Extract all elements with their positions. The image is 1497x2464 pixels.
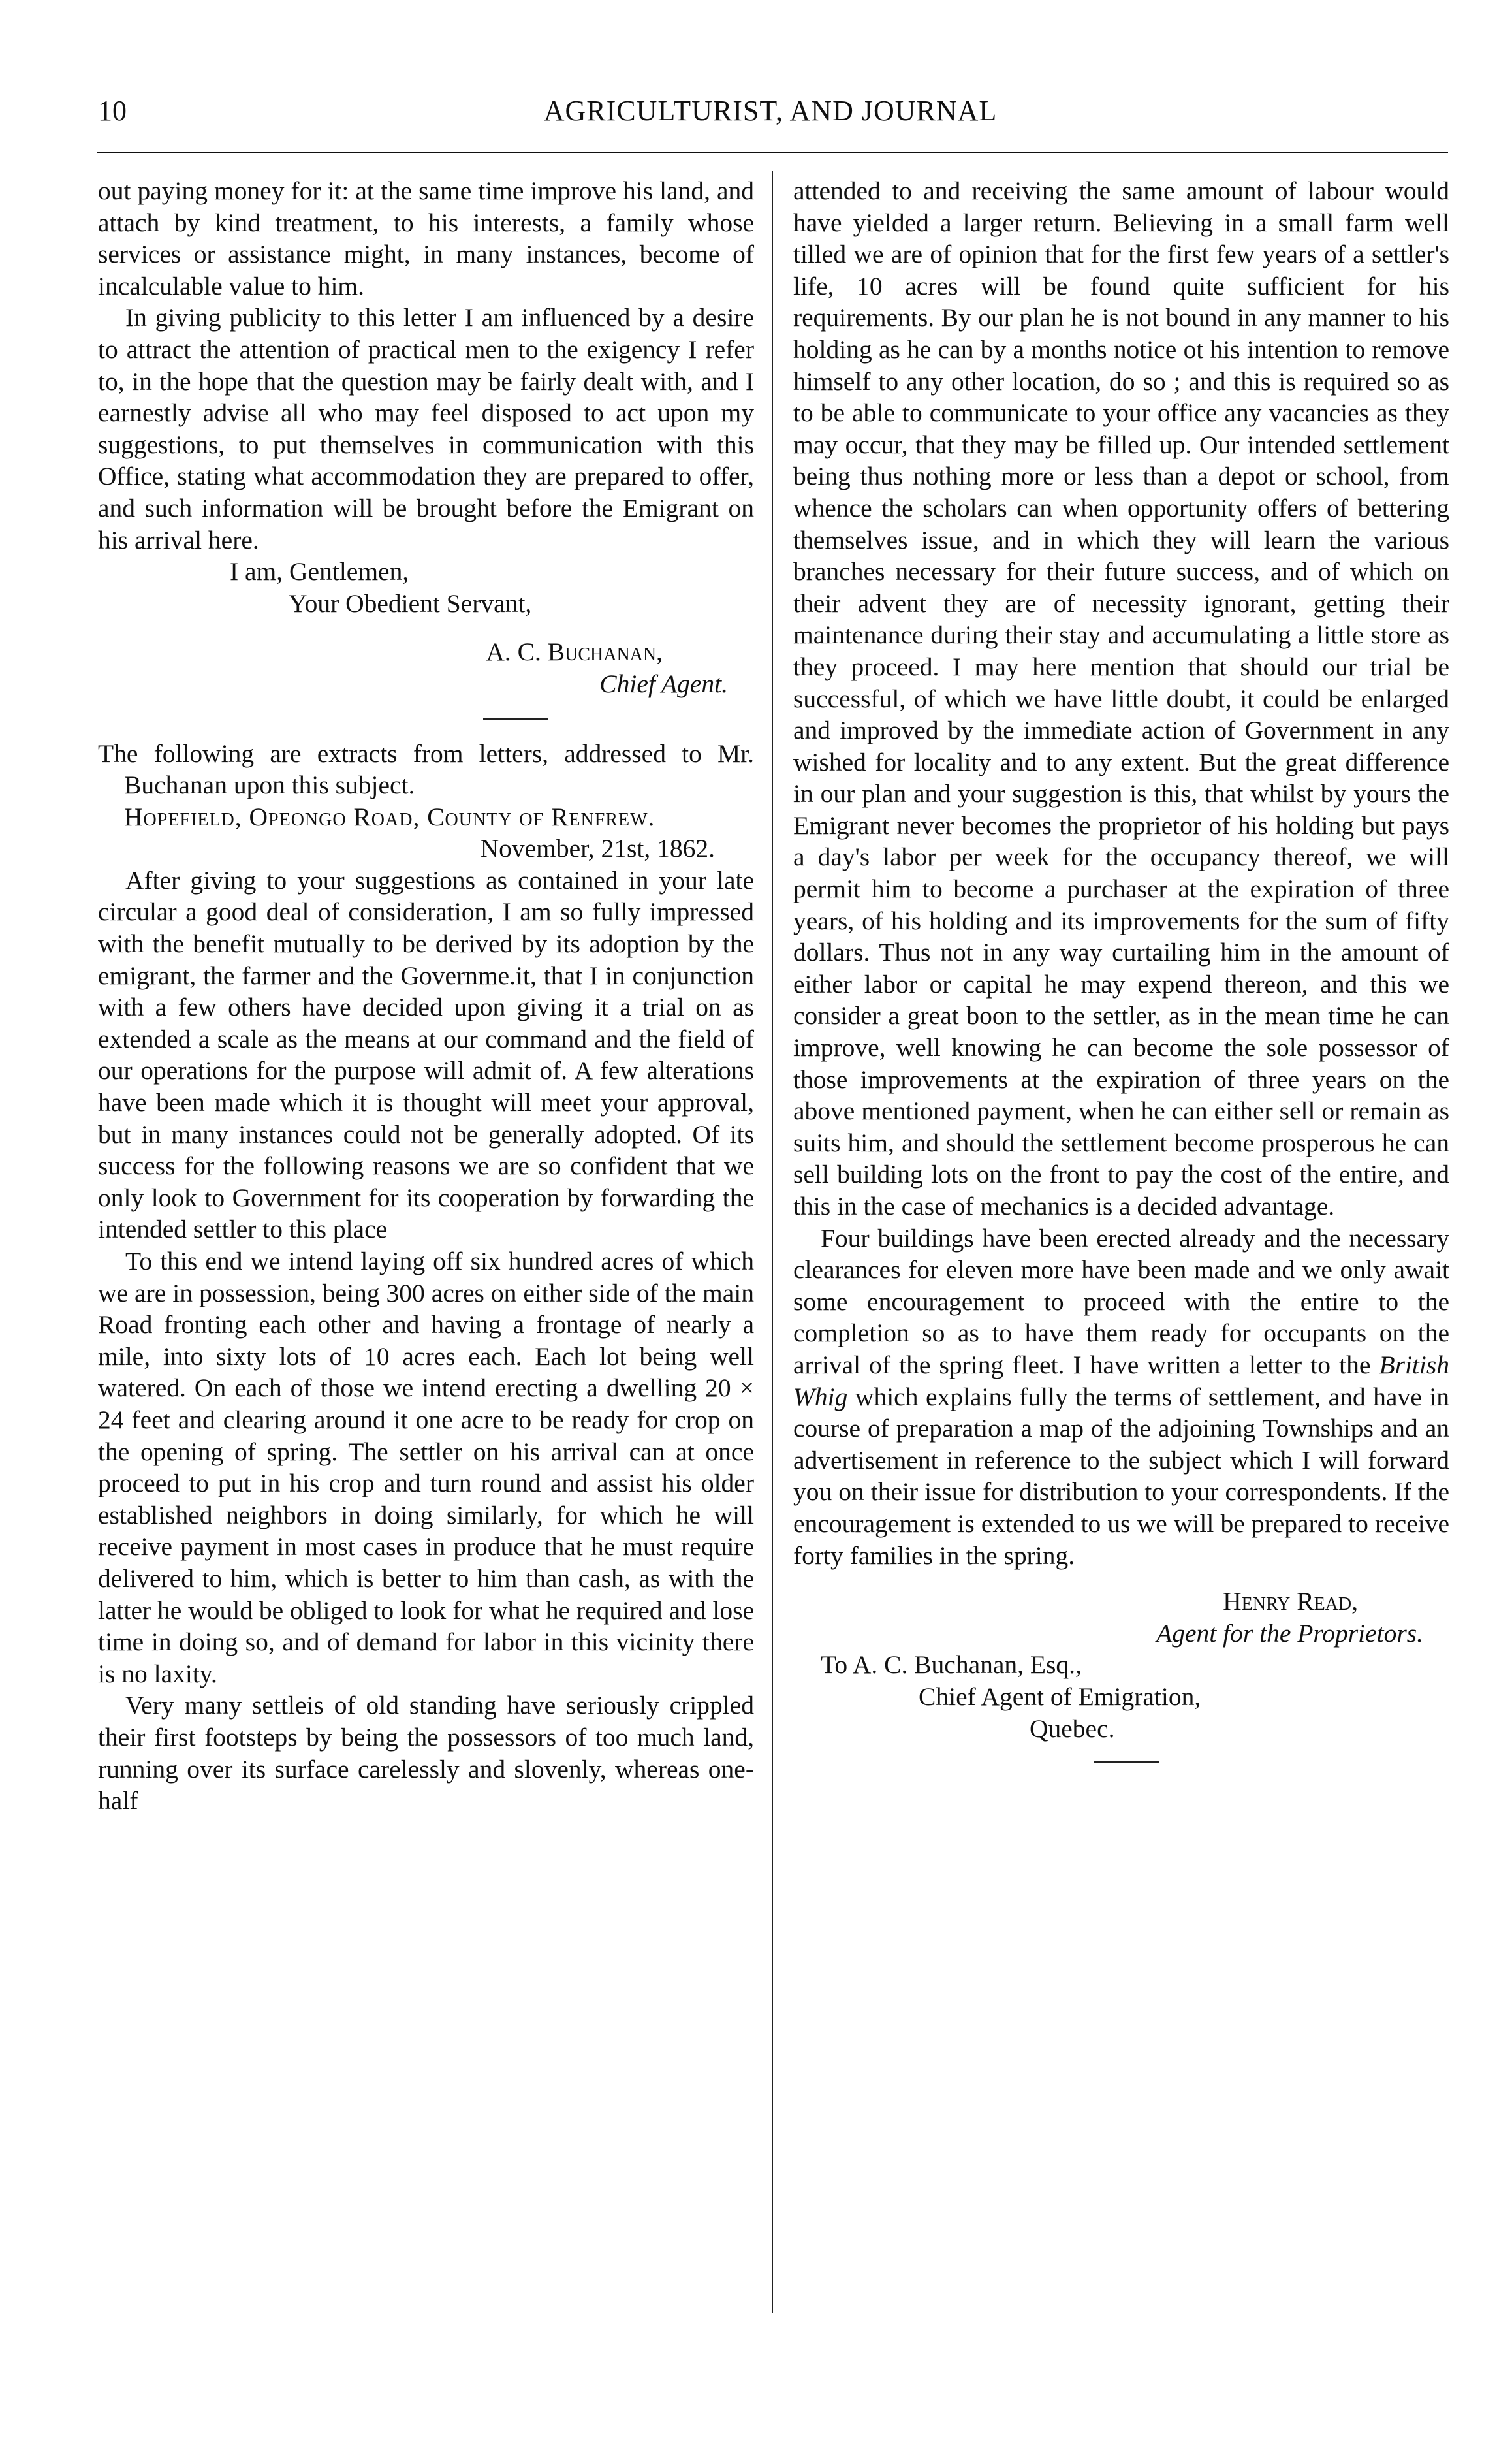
page-header bbox=[98, 91, 1443, 137]
paragraph: In giving publicity to this letter I am influenced by a desire to attract the attention of practical men to the exigency I refer to, in the hope that the question may be fairly dealt with, and I earnestly advise all who may feel disposed to act upon my suggestions, to put themselves in communication with this Office, stating what accommodation they are prepared to offer, and such information will be brought before the Emigrant on his arrival here. bbox=[98, 303, 754, 554]
header-rule bbox=[97, 152, 1448, 157]
addressee-title: Chief Agent of Emigration, bbox=[919, 1682, 1201, 1711]
letter-date: November, 21st, 1862. bbox=[480, 834, 715, 863]
column-divider bbox=[772, 171, 773, 2313]
left-column bbox=[98, 175, 754, 1817]
signature-name: Henry Read, bbox=[1223, 1587, 1358, 1616]
right-column bbox=[793, 175, 1449, 1763]
running-head: AGRICULTURIST, AND JOURNAL bbox=[543, 95, 998, 127]
letter-closing: Your Obedient Servant, bbox=[289, 588, 532, 618]
section-rule bbox=[483, 718, 548, 720]
signature-title: Agent for the Proprietors. bbox=[1156, 1618, 1423, 1648]
extracts-intro: The following are extracts from letters, addressed to Mr. Buchanan upon this subject. bbox=[98, 739, 754, 800]
paragraph: out paying money for it: at the same time improve his land, and attach by kind treatment, to his interests, a family whose services or assistance might, in many instances, become of incalculable value to him. bbox=[98, 176, 754, 300]
addressee-line: To A. C. Buchanan, Esq., bbox=[821, 1650, 1082, 1680]
paragraph: After giving to your suggestions as contained in your late circular a good deal of consideration, I am so fully impressed with the benefit mutually to be derived by its adoption by the emigrant, the farmer and the Governme.it, that I in conjunction with a few others have decided upon giving it a trial on as extended a scale as the means at our command and the field of our operations for the purpose will admit of. A few alterations have been made which it is thought will meet your approval, but in many instances could not be generally adopted. Of its success for the following reasons we are so confident that we only look to Government for its cooperation by forwarding the intended settler to this place bbox=[98, 865, 754, 1244]
signature-title: Chief Agent. bbox=[599, 669, 728, 698]
page-number: 10 bbox=[98, 95, 127, 127]
newspaper-title: British Whig bbox=[793, 1350, 1449, 1411]
paragraph-text: which explains fully the terms of settlement, and have in course of preparation a map of the adjoining Townships and an advertisement in reference to the subject which I will forward you on their issue for distribution to your correspondents. If the encouragement is extended to us we will be prepared to receive forty families in the spring. bbox=[793, 1382, 1449, 1570]
paragraph: To this end we intend laying off six hundred acres of which we are in possession, being 300 acres on either side of the main Road fronting each other and having a frontage of nearly a mile, into sixty lots of 10 acres each. Each lot being well watered. On each of those we intend erecting a dwelling 20 × 24 feet and clearing around it one acre to be ready for crop on the opening of spring. The settler on his arrival can at once proceed to put in his crop and turn round and assist his older established neighbors in doing similarly, for which he will receive payment in most cases in produce that he must require delivered to him, which is better to him than cash, as with the latter he would be obliged to look for what he required and lose time in doing so, and of demand for labor in this vicinity there is no laxity. bbox=[98, 1247, 754, 1688]
addressee-city: Quebec. bbox=[1030, 1714, 1115, 1743]
paragraph bbox=[793, 1223, 1449, 1572]
signature-name: A. C. Buchanan, bbox=[486, 637, 663, 667]
paragraph: Very many settleis of old standing have seriously crippled their first footsteps by being the possessors of too much land, running over its surface carelessly and slovenly, whereas one-half bbox=[98, 1691, 754, 1816]
paragraph-text: Four buildings have been erected already and the necessary clearances for eleven more have been made and we only await some encouragement to proceed with the entire to the completion so as to have them ready for occupants on the arrival of the spring fleet. I have written a letter to the bbox=[793, 1223, 1449, 1379]
paragraph: attended to and receiving the same amount of labour would have yielded a larger return. Believing in a small farm well tilled we are of opinion that for the first few years of a settler's life, 10 acres will be found quite sufficient for his requirements. By our plan he is not bound in any manner to his holding as he can by a months notice ot his intention to remove himself to any other location, do so ; and this is required so as to be able to communicate to your office any vacancies as they may occur, that they may be filled up. Our intended settlement being thus nothing more or less than a depot or school, from whence the scholars can when opportunity offers of bettering themselves issue, and in which they will learn the various branches necessary for their future success, and of which on their advent they are of necessity ignorant, getting their maintenance during their stay and accumulating a little store as they proceed. I may here mention that should our trial be successful, of which we have little doubt, it could be enlarged and improved by the immediate action of Government in any wished for locality and to any extent. But the great difference in our plan and your suggestion is this, that whilst by yours the Emigrant never becomes the proprietor of his holding but pays a day's labor per week for the occupancy thereof, we will permit him to become a purchaser at the expiration of three years, of his holding and its improvements for the sum of fifty dollars. Thus not in any way curtailing him in the amount of either labor or capital he may expend thereon, and this we consider a great boon to the settler, as in the mean time he can improve, well knowing he can become the sole possessor of those improvements at the expiration of three years on the above mentioned payment, when he can either sell or remain as suits him, and should the settlement become prosperous he can sell building lots on the front to pay the cost of the entire, and this in the case of mechanics is a decided advantage. bbox=[793, 176, 1449, 1221]
letter-closing: I am, Gentlemen, bbox=[230, 557, 409, 586]
end-rule bbox=[1094, 1761, 1159, 1763]
letter-place: Hopefield, Opeongo Road, County of Renfrew. bbox=[124, 802, 655, 831]
